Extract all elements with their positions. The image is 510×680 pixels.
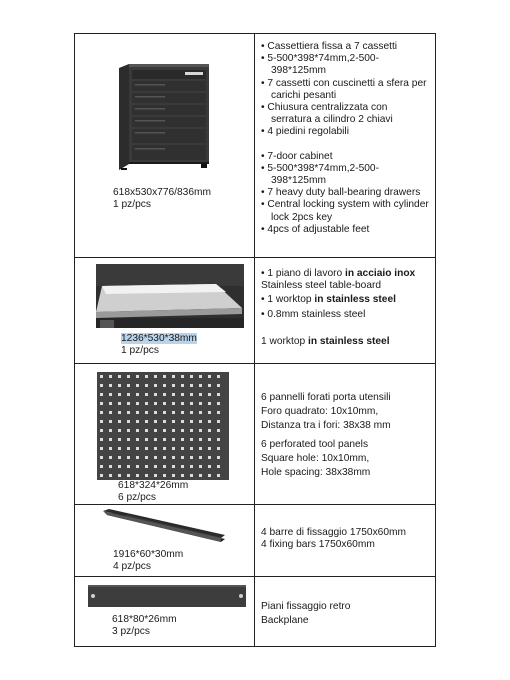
worktop-feature-list <box>261 268 431 280</box>
cabinet-description <box>261 41 431 264</box>
worktop-english-line: Stainless steel table-board <box>261 280 382 292</box>
pegboard-qty-label: 6 pz/pcs <box>118 492 156 503</box>
stainless-worktop-image <box>96 264 244 328</box>
fixing-bars-qty-label: 4 pz/pcs <box>113 561 151 572</box>
backplane-size-label: 618*80*26mm <box>112 614 177 625</box>
pegboard-image-cell <box>75 364 254 504</box>
list-item: • 5-500*398*74mm,2-500-398*125mm <box>261 53 431 77</box>
list-item: • 4pcs of adjustable feet <box>261 224 431 236</box>
worktop-qty-label: 1 pz/pcs <box>121 345 159 356</box>
pegboard-it-line-3: Distanza tra i fori: 38x38 mm <box>261 420 391 432</box>
backplane-qty-label: 3 pz/pcs <box>112 626 150 637</box>
backplane-description <box>261 601 431 672</box>
list-item: • Central locking system with cylinder lock 2pcs key <box>261 199 431 223</box>
cabinet-image-cell <box>75 34 254 257</box>
list-item: • 0.8mm stainless steel <box>261 309 431 321</box>
table-row-cabinet <box>75 34 435 258</box>
cabinet-qty-label: 1 pz/pcs <box>113 199 151 210</box>
worktop-image-cell <box>75 258 254 363</box>
list-item: • 1 piano di lavoro in acciaio inox <box>261 268 431 280</box>
worktop-english-list <box>261 294 431 320</box>
list-item: • Cassettiera fissa a 7 cassetti <box>261 41 431 53</box>
fixing-bars-size-label: 1916*60*30mm <box>113 549 184 560</box>
table-row-backplane <box>75 577 435 648</box>
table-row-fixing-bars <box>75 505 435 577</box>
product-spec-table <box>74 33 436 647</box>
pegboard-it-line-1: 6 pannelli forati porta utensili <box>261 392 391 403</box>
drawer-cabinet-image <box>119 64 211 170</box>
list-item: • 1 worktop in stainless steel <box>261 294 431 306</box>
worktop-footer-line: 1 worktop in stainless steel <box>261 335 390 347</box>
pegboard-it-line-2: Foro quadrato: 10x10mm, <box>261 406 379 418</box>
list-item: • 7-door cabinet <box>261 151 431 163</box>
perforated-panel-image <box>97 372 229 480</box>
pegboard-size-label: 618*324*26mm <box>118 480 189 491</box>
cabinet-english-list <box>261 151 431 236</box>
worktop-description <box>261 268 431 373</box>
backplane-it-line: Piani fissaggio retro <box>261 601 351 612</box>
list-item: • Chiusura centralizzata con serratura a cilindro 2 chiavi <box>261 102 431 126</box>
list-item: • 7 heavy duty ball-bearing drawers <box>261 187 431 199</box>
fixing-bars-en-line: 4 fixing bars 1750x60mm <box>261 539 375 551</box>
fixing-bars-image-cell <box>75 505 254 576</box>
table-row-pegboard <box>75 364 435 505</box>
pegboard-en-line-3: Hole spacing: 38x38mm <box>261 467 371 479</box>
list-item: • 5-500*398*74mm,2-500-398*125mm <box>261 163 431 187</box>
table-row-worktop <box>75 258 435 364</box>
backplane-image <box>88 585 246 607</box>
fixing-bars-image <box>101 509 227 545</box>
backplane-image-cell <box>75 577 254 648</box>
cabinet-size-label: 618x530x776/836mm <box>113 187 211 198</box>
worktop-size-label: 1236*530*38mm <box>121 333 197 344</box>
list-item: • 4 piedini regolabili <box>261 126 431 138</box>
fixing-bars-it-line: 4 barre di fissaggio 1750x60mm <box>261 527 406 538</box>
cabinet-italian-list <box>261 41 431 139</box>
pegboard-en-line-1: 6 perforated tool panels <box>261 438 369 450</box>
backplane-en-line: Backplane <box>261 615 309 627</box>
list-item: • 7 cassetti con cuscinetti a sfera per carichi pesanti <box>261 78 431 102</box>
pegboard-en-line-2: Square hole: 10x10mm, <box>261 452 370 464</box>
